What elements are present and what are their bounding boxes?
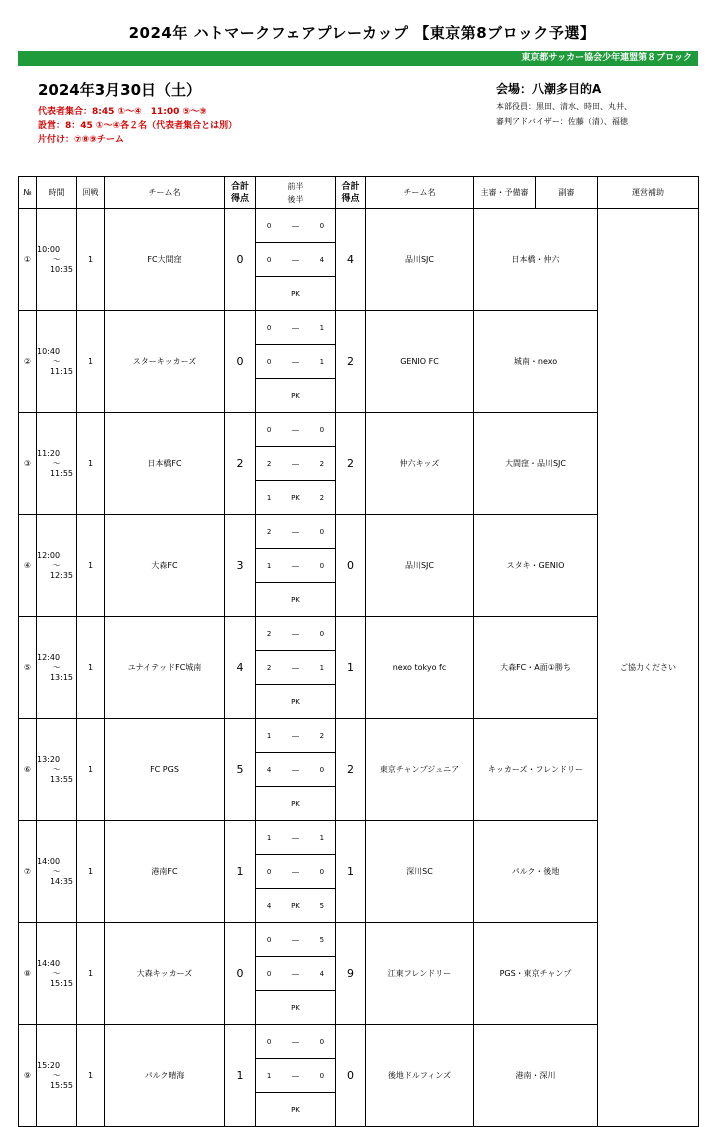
home-team: 大森キッカーズ <box>105 923 225 1025</box>
score-dash: ― <box>282 719 308 753</box>
home-team: 日本橋FC <box>105 413 225 515</box>
match-round: 1 <box>77 923 105 1025</box>
match-no: ③ <box>19 413 37 515</box>
referee-teams: 大間窪・品川SJC <box>474 413 598 515</box>
home-total: 0 <box>225 311 256 413</box>
match-round: 1 <box>77 413 105 515</box>
score-detail <box>256 413 336 515</box>
end-time: 12:35 <box>49 570 73 580</box>
first-half-home: 0 <box>256 413 282 447</box>
time-separator: ～ <box>52 560 61 570</box>
score-detail <box>256 821 336 923</box>
score-dash: ― <box>282 1059 308 1093</box>
second-half-row <box>256 753 335 787</box>
second-half-away: 4 <box>309 243 335 277</box>
first-half-home: 2 <box>256 617 282 651</box>
second-half-row <box>256 447 335 481</box>
start-time: 11:20 <box>37 448 61 458</box>
second-half-row <box>256 957 335 991</box>
referee-teams: 城南・nexo <box>474 311 598 413</box>
match-round: 1 <box>77 617 105 719</box>
away-team: 後地ドルフィンズ <box>366 1025 474 1127</box>
home-team: スターキッカーズ <box>105 311 225 413</box>
time-separator: ～ <box>52 254 61 264</box>
support-note: ご協力ください <box>598 209 699 1127</box>
match-no: ④ <box>19 515 37 617</box>
match-time <box>37 209 77 311</box>
end-time: 14:35 <box>49 876 73 886</box>
away-total: 1 <box>336 821 366 923</box>
pk-row <box>256 277 335 311</box>
first-half-row <box>256 923 335 957</box>
pk-home <box>256 1093 282 1127</box>
first-half-away: 5 <box>309 923 335 957</box>
second-half-home: 0 <box>256 855 282 889</box>
second-half-away: 1 <box>309 651 335 685</box>
header-total-home: 合計 得点 <box>225 177 256 209</box>
home-team: 港南FC <box>105 821 225 923</box>
pk-label: PK <box>291 391 300 400</box>
note-setup: 設営：8：45 ①～④各２名（代表者集合とは別） <box>38 121 238 131</box>
first-half-home: 0 <box>256 311 282 345</box>
score-dash: ― <box>282 923 308 957</box>
pk-home <box>256 685 282 719</box>
time-separator: ～ <box>52 968 61 978</box>
match-round: 1 <box>77 311 105 413</box>
first-half-away: 0 <box>309 209 335 243</box>
score-dash: ― <box>282 821 308 855</box>
match-time <box>37 821 77 923</box>
match-no: ② <box>19 311 37 413</box>
home-total: 4 <box>225 617 256 719</box>
second-half-home: 4 <box>256 753 282 787</box>
pk-home <box>256 379 282 413</box>
pk-label: PK <box>291 799 300 808</box>
home-team: FC PGS <box>105 719 225 821</box>
note-representative: 代表者集合：8:45 ①～④ 11:00 ⑤～⑨ <box>38 107 207 117</box>
start-time: 14:00 <box>37 856 61 866</box>
schedule-table <box>18 176 699 1127</box>
first-half-away: 1 <box>309 311 335 345</box>
match-time <box>37 617 77 719</box>
score-detail <box>256 515 336 617</box>
first-half-row <box>256 719 335 753</box>
venue: 会場：八潮多目的A <box>496 82 602 96</box>
end-time: 13:55 <box>49 774 73 784</box>
score-detail <box>256 617 336 719</box>
home-team: 大森FC <box>105 515 225 617</box>
second-half-row <box>256 243 335 277</box>
first-half-away: 0 <box>309 1025 335 1059</box>
second-half-row <box>256 1059 335 1093</box>
away-total: 2 <box>336 311 366 413</box>
score-dash: ― <box>282 243 308 277</box>
header-team-home: チーム名 <box>105 177 225 209</box>
score-detail <box>256 311 336 413</box>
pk-row <box>256 583 335 617</box>
pk-label: PK <box>291 901 300 910</box>
pk-row <box>256 1093 335 1127</box>
time-separator: ～ <box>52 866 61 876</box>
header-total-away: 合計 得点 <box>336 177 366 209</box>
first-half-row <box>256 515 335 549</box>
match-round: 1 <box>77 821 105 923</box>
home-total: 0 <box>225 209 256 311</box>
pk-row <box>256 685 335 719</box>
match-time <box>37 413 77 515</box>
score-detail <box>256 719 336 821</box>
pk-away: 5 <box>319 901 325 910</box>
referee-teams: スタキ・GENIO <box>474 515 598 617</box>
pk-label: PK <box>291 595 300 604</box>
match-round: 1 <box>77 515 105 617</box>
pk-away <box>309 277 335 311</box>
start-time: 12:00 <box>37 550 61 560</box>
referee-teams: PGS・東京チャンプ <box>474 923 598 1025</box>
referee-teams: パルク・後地 <box>474 821 598 923</box>
time-separator: ～ <box>52 458 61 468</box>
start-time: 15:20 <box>37 1060 61 1070</box>
header-support: 運営補助 <box>598 177 699 209</box>
table-row <box>19 821 699 923</box>
score-dash: ― <box>282 209 308 243</box>
match-time <box>37 311 77 413</box>
second-half-home: 0 <box>256 345 282 379</box>
header-no: № <box>19 177 37 209</box>
match-no: ⑦ <box>19 821 37 923</box>
header-first-half: 前半 <box>287 181 304 191</box>
score-detail <box>256 923 336 1025</box>
first-half-away: 2 <box>309 719 335 753</box>
header-round: 回戦 <box>77 177 105 209</box>
first-half-away: 1 <box>309 821 335 855</box>
header-second-half: 後半 <box>287 194 304 204</box>
score-dash: ― <box>282 1025 308 1059</box>
score-dash: ― <box>282 311 308 345</box>
first-half-home: 0 <box>256 923 282 957</box>
first-half-away: 0 <box>309 515 335 549</box>
note-cleanup: 片付け：⑦⑧⑨チーム <box>38 135 124 145</box>
pk-row <box>256 991 335 1025</box>
first-half-home: 1 <box>256 719 282 753</box>
home-total: 1 <box>225 1025 256 1127</box>
score-dash: ― <box>282 413 308 447</box>
end-time: 15:55 <box>49 1080 73 1090</box>
organizer-banner: 東京都サッカー協会少年連盟第８ブロック <box>18 51 698 66</box>
away-total: 4 <box>336 209 366 311</box>
pk-home: 1 <box>266 493 272 502</box>
second-half-away: 2 <box>309 447 335 481</box>
home-team: FC大間窪 <box>105 209 225 311</box>
home-total: 3 <box>225 515 256 617</box>
score-dash: ― <box>282 515 308 549</box>
pk-home <box>256 991 282 1025</box>
home-total: 0 <box>225 923 256 1025</box>
page-title: 2024年 ハトマークフェアプレーカップ 【東京第8ブロック予選】 <box>128 24 596 42</box>
match-date: 2024年3月30日（土） <box>38 81 202 99</box>
first-half-home: 0 <box>256 209 282 243</box>
away-team: 深川SC <box>366 821 474 923</box>
pk-row <box>256 379 335 413</box>
header-assistant: 副審 <box>536 177 598 209</box>
pk-label: PK <box>291 493 300 502</box>
match-time <box>37 515 77 617</box>
first-half-row <box>256 413 335 447</box>
first-half-row <box>256 821 335 855</box>
first-half-away: 0 <box>309 413 335 447</box>
away-team: nexo tokyo fc <box>366 617 474 719</box>
second-half-home: 2 <box>256 447 282 481</box>
pk-row <box>256 787 335 821</box>
score-detail <box>256 1025 336 1127</box>
first-half-home: 1 <box>256 821 282 855</box>
pk-label: PK <box>291 289 300 298</box>
first-half-row <box>256 1025 335 1059</box>
second-half-row <box>256 651 335 685</box>
end-time: 10:35 <box>49 264 73 274</box>
header-team-away: チーム名 <box>366 177 474 209</box>
table-row <box>19 311 699 413</box>
away-total: 9 <box>336 923 366 1025</box>
pk-home <box>256 583 282 617</box>
second-half-away: 0 <box>309 855 335 889</box>
first-half-row <box>256 209 335 243</box>
table-row <box>19 1025 699 1127</box>
referee-teams: キッカーズ・フレンドリー <box>474 719 598 821</box>
time-separator: ～ <box>52 356 61 366</box>
pk-away <box>309 685 335 719</box>
table-row <box>19 209 699 311</box>
header-referee: 主審・予備審 <box>474 177 536 209</box>
second-half-home: 0 <box>256 957 282 991</box>
table-row <box>19 617 699 719</box>
second-half-home: 0 <box>256 243 282 277</box>
away-team: 仲六キッズ <box>366 413 474 515</box>
start-time: 10:00 <box>37 244 61 254</box>
pk-label: PK <box>291 1105 300 1114</box>
pk-label: PK <box>291 697 300 706</box>
home-total: 5 <box>225 719 256 821</box>
score-dash: ― <box>282 345 308 379</box>
match-no: ⑤ <box>19 617 37 719</box>
second-half-home: 1 <box>256 549 282 583</box>
home-total: 1 <box>225 821 256 923</box>
start-time: 12:40 <box>37 652 61 662</box>
match-time <box>37 1025 77 1127</box>
second-half-row <box>256 855 335 889</box>
second-half-away: 0 <box>309 1059 335 1093</box>
match-round: 1 <box>77 1025 105 1127</box>
match-no: ① <box>19 209 37 311</box>
time-separator: ～ <box>52 764 61 774</box>
score-dash: ― <box>282 549 308 583</box>
header-halves <box>256 177 336 209</box>
score-dash: ― <box>282 957 308 991</box>
away-team: 江東フレンドリー <box>366 923 474 1025</box>
home-team: パルク晴海 <box>105 1025 225 1127</box>
pk-home: 4 <box>266 901 272 910</box>
score-dash: ― <box>282 651 308 685</box>
table-row <box>19 719 699 821</box>
end-time: 11:55 <box>49 468 73 478</box>
score-dash: ― <box>282 855 308 889</box>
second-half-away: 4 <box>309 957 335 991</box>
time-separator: ～ <box>52 662 61 672</box>
pk-away <box>309 1093 335 1127</box>
home-total: 2 <box>225 413 256 515</box>
start-time: 13:20 <box>37 754 61 764</box>
away-total: 2 <box>336 719 366 821</box>
pk-home <box>256 787 282 821</box>
score-dash: ― <box>282 753 308 787</box>
end-time: 15:15 <box>49 978 73 988</box>
table-row <box>19 923 699 1025</box>
table-row <box>19 413 699 515</box>
start-time: 10:40 <box>37 346 61 356</box>
referee-teams: 日本橋・仲六 <box>474 209 598 311</box>
match-no: ⑨ <box>19 1025 37 1127</box>
pk-away <box>309 787 335 821</box>
end-time: 11:15 <box>49 366 73 376</box>
first-half-home: 0 <box>256 1025 282 1059</box>
second-half-home: 2 <box>256 651 282 685</box>
match-no: ⑧ <box>19 923 37 1025</box>
second-half-away: 0 <box>309 549 335 583</box>
match-time <box>37 719 77 821</box>
pk-label: PK <box>291 1003 300 1012</box>
score-dash: ― <box>282 447 308 481</box>
first-half-home: 2 <box>256 515 282 549</box>
pk-away <box>309 583 335 617</box>
second-half-row <box>256 549 335 583</box>
away-total: 0 <box>336 515 366 617</box>
away-team: 品川SJC <box>366 515 474 617</box>
second-half-away: 0 <box>309 753 335 787</box>
match-round: 1 <box>77 719 105 821</box>
referee-teams: 大森FC・A面①勝ち <box>474 617 598 719</box>
away-team: 東京チャンプジュニア <box>366 719 474 821</box>
match-time <box>37 923 77 1025</box>
pk-away <box>309 991 335 1025</box>
home-team: ユナイテッドFC城南 <box>105 617 225 719</box>
score-detail <box>256 209 336 311</box>
staff-officers: 本部役員：黒田、清水、時田、丸井、 <box>496 102 632 111</box>
header-time: 時間 <box>37 177 77 209</box>
away-team: 品川SJC <box>366 209 474 311</box>
first-half-row <box>256 311 335 345</box>
staff-referee-advisors: 審判アドバイザー：佐藤（清）、福徳 <box>496 117 628 126</box>
score-dash: ― <box>282 617 308 651</box>
second-half-row <box>256 345 335 379</box>
pk-row <box>256 481 335 515</box>
pk-away: 2 <box>319 493 325 502</box>
second-half-home: 1 <box>256 1059 282 1093</box>
pk-row <box>256 889 335 923</box>
away-total: 1 <box>336 617 366 719</box>
referee-teams: 港南・深川 <box>474 1025 598 1127</box>
away-team: GENIO FC <box>366 311 474 413</box>
first-half-away: 0 <box>309 617 335 651</box>
end-time: 13:15 <box>49 672 73 682</box>
away-total: 0 <box>336 1025 366 1127</box>
match-no: ⑥ <box>19 719 37 821</box>
pk-home <box>256 277 282 311</box>
match-round: 1 <box>77 209 105 311</box>
time-separator: ～ <box>52 1070 61 1080</box>
away-total: 2 <box>336 413 366 515</box>
start-time: 14:40 <box>37 958 61 968</box>
second-half-away: 1 <box>309 345 335 379</box>
table-header-row <box>19 177 699 209</box>
table-row <box>19 515 699 617</box>
first-half-row <box>256 617 335 651</box>
pk-away <box>309 379 335 413</box>
